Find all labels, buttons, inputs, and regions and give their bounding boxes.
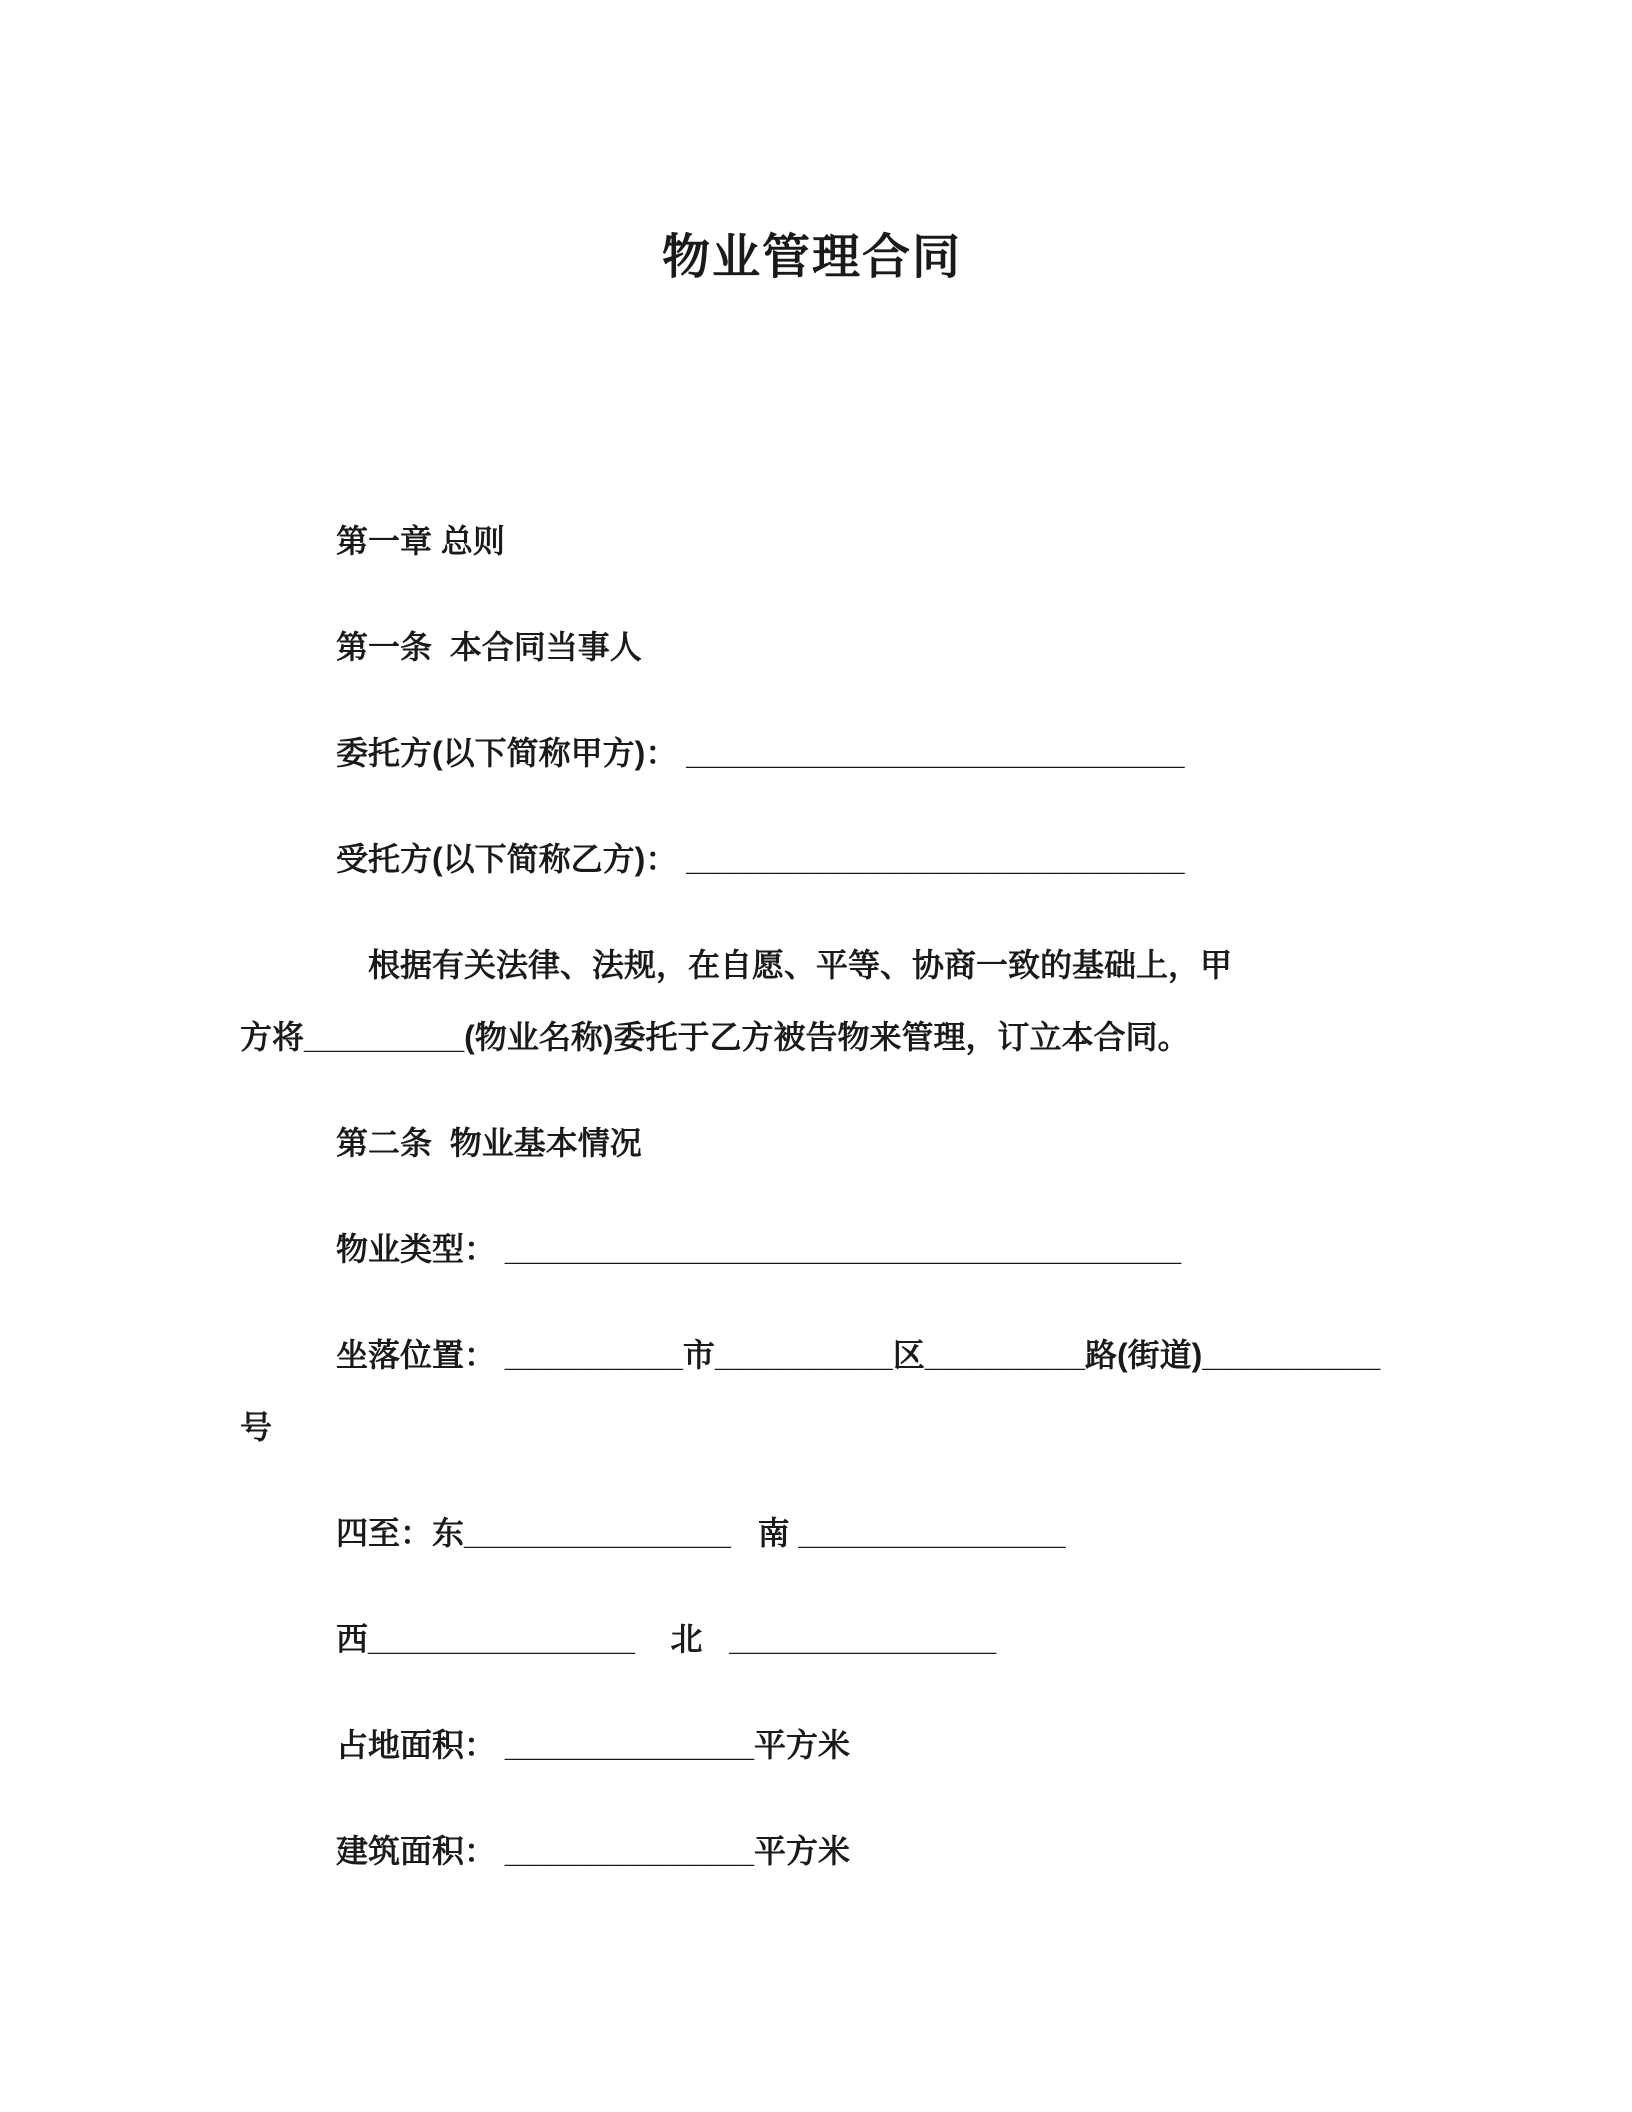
line-boundaries-west-north: 西_______________ 北 _______________ (336, 1621, 997, 1658)
line-party-b: 受托方(以下简称乙方)： ____________________________ (336, 841, 1185, 878)
heading-article-one: 第一条 本合同当事人 (336, 629, 642, 666)
line-property-location-cont: 号 (240, 1409, 273, 1446)
line-party-a: 委托方(以下简称甲方)： ____________________________ (336, 735, 1185, 772)
heading-chapter-one: 第一章 总则 (336, 523, 505, 560)
line-land-area: 占地面积： ______________平方米 (336, 1727, 851, 1764)
line-property-type: 物业类型： ______________________________________ (336, 1231, 1182, 1268)
line-boundaries-east-south: 四至：东_______________ 南 _______________ (336, 1515, 1066, 1552)
document-title: 物业管理合同 (661, 231, 962, 284)
line-preamble-1: 根据有关法律、法规，在自愿、平等、协商一致的基础上，甲 (368, 947, 1233, 984)
line-building-area: 建筑面积： ______________平方米 (336, 1833, 851, 1870)
line-preamble-2: 方将_________(物业名称)委托于乙方被告物来管理，订立本合同。 (240, 1019, 1190, 1056)
line-property-location: 坐落位置： __________市__________区_________路(街道)__________ (336, 1337, 1381, 1374)
heading-article-two: 第二条 物业基本情况 (336, 1125, 642, 1162)
